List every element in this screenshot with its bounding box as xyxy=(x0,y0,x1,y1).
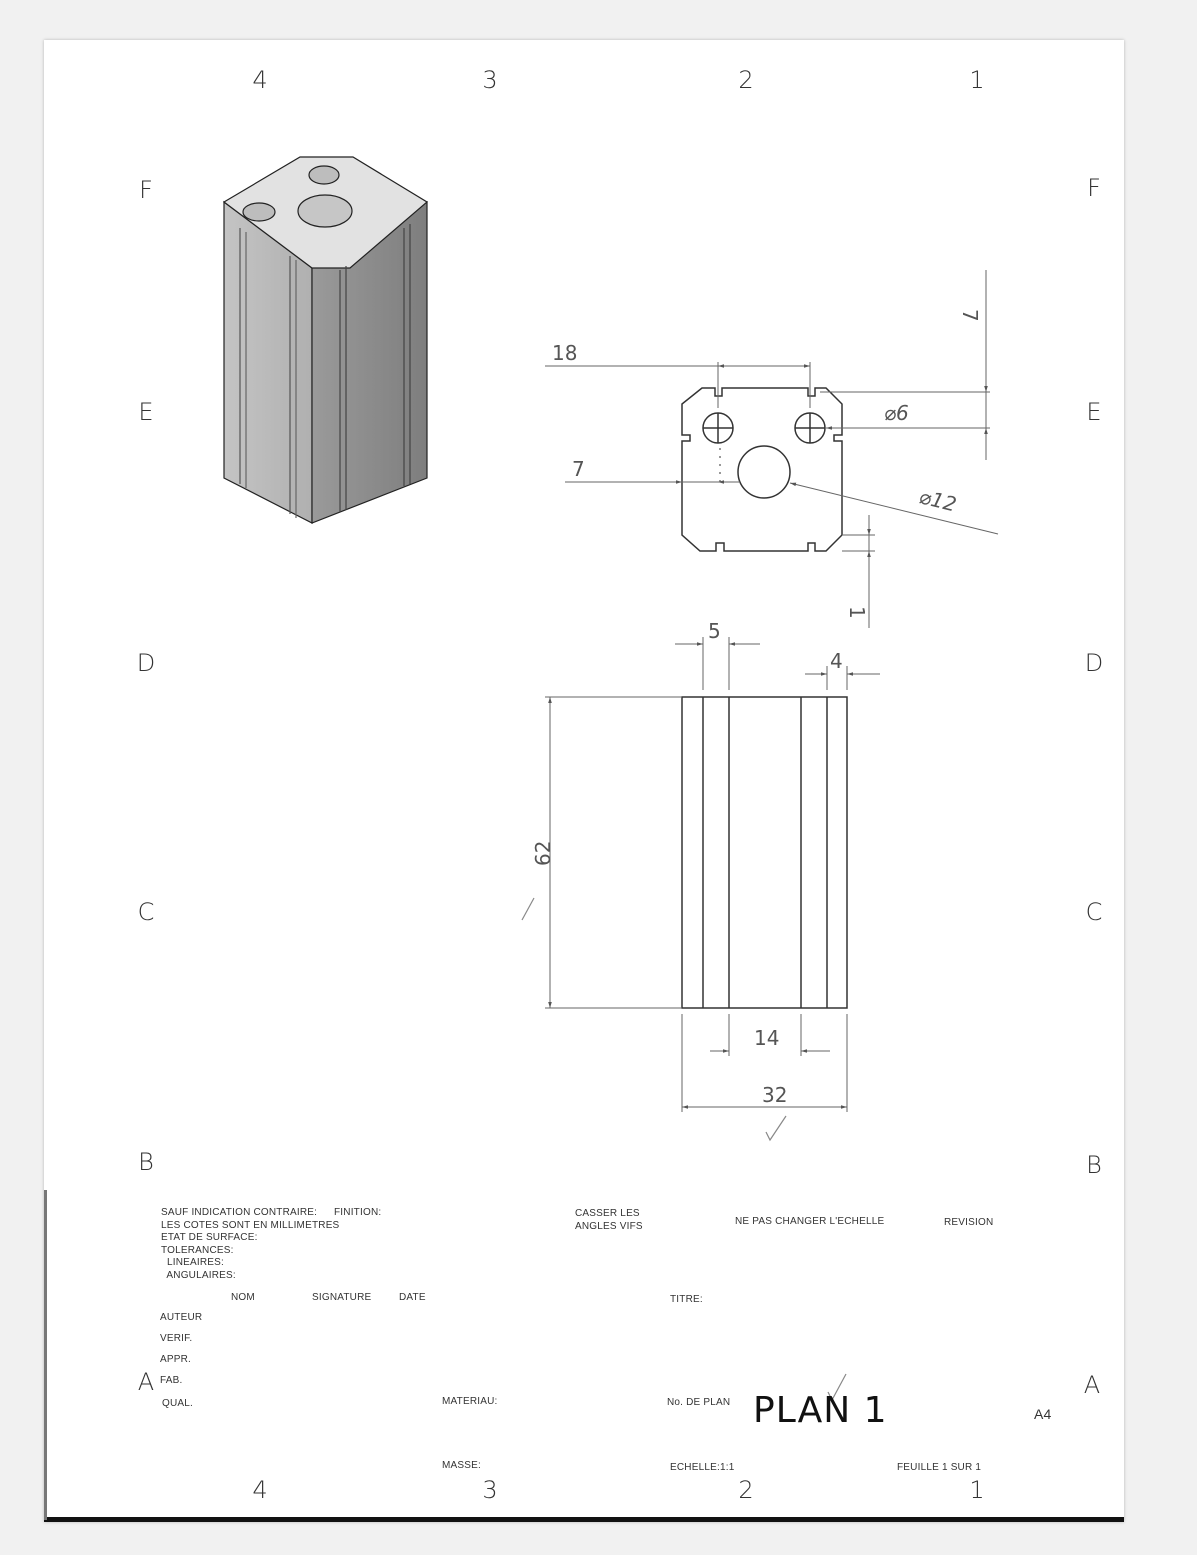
iso-hole-left xyxy=(243,203,275,221)
paper-size: A4 xyxy=(1034,1406,1052,1422)
sheet-number-label: FEUILLE 1 SUR 1 xyxy=(897,1462,982,1473)
general-notes: SAUF INDICATION CONTRAIRE: LES COTES SONT EN MILLIMETRES ETAT DE SURFACE: TOLERANCES: LINEAIRES: ANGULAIRES: xyxy=(161,1207,340,1281)
zone-column-bottom: 3 xyxy=(482,1476,498,1504)
zone-row-left: C xyxy=(137,898,155,926)
zone-column-bottom: 2 xyxy=(738,1476,754,1504)
drawing-title: PLAN 1 xyxy=(753,1390,888,1431)
top-view xyxy=(682,388,842,551)
dim-groove-width: 4 xyxy=(830,649,843,673)
zone-column-top: 1 xyxy=(969,66,985,94)
material-label: MATERIAU: xyxy=(442,1396,498,1407)
top-view-outline xyxy=(682,388,842,551)
dim-hole-offset-x: 7 xyxy=(572,457,585,481)
row-appr: APPR. xyxy=(160,1354,192,1365)
zone-row-left: D xyxy=(136,649,156,677)
iso-hole-big xyxy=(298,195,352,227)
dim-big-hole-diameter: ⌀12 xyxy=(916,484,959,517)
zone-row-left: E xyxy=(138,398,154,426)
no-scale-note: NE PAS CHANGER L'ECHELLE xyxy=(735,1216,885,1227)
break-edges-note: CASSER LES ANGLES VIFS xyxy=(575,1208,643,1232)
check-marks xyxy=(522,898,846,1400)
zone-row-right: E xyxy=(1086,398,1102,426)
row-fab: FAB. xyxy=(160,1375,183,1386)
dim-notch-depth: 1 xyxy=(845,606,869,619)
dim-groove-offset: 5 xyxy=(708,619,721,643)
iso-hole-back xyxy=(309,166,339,184)
row-qual: QUAL. xyxy=(162,1398,194,1409)
dimension-lines xyxy=(545,270,998,1112)
row-verif: VERIF. xyxy=(160,1333,193,1344)
zone-row-right: D xyxy=(1084,649,1104,677)
zone-row-left: F xyxy=(139,176,153,204)
finish-label: FINITION: xyxy=(334,1207,382,1218)
top-big-hole xyxy=(738,446,790,498)
scale-label: ECHELLE:1:1 xyxy=(670,1462,735,1473)
mass-label: MASSE: xyxy=(442,1460,481,1471)
dim-top-width: 18 xyxy=(552,341,578,365)
zone-column-bottom: 4 xyxy=(252,1476,268,1504)
zone-row-left: A xyxy=(137,1368,155,1396)
front-view-outline xyxy=(682,697,847,1008)
zone-column-top: 3 xyxy=(482,66,498,94)
isometric-view xyxy=(224,157,427,523)
zone-row-right: F xyxy=(1087,174,1101,202)
dim-overall-width: 32 xyxy=(762,1083,788,1107)
zone-column-top: 4 xyxy=(252,66,268,94)
title-label: TITRE: xyxy=(670,1294,703,1305)
zone-row-right: B xyxy=(1086,1151,1102,1179)
dim-small-hole-diameter: ⌀6 xyxy=(884,401,909,425)
drawing-number-label: No. DE PLAN xyxy=(667,1397,731,1408)
zone-column-bottom: 1 xyxy=(969,1476,985,1504)
zone-column-top: 2 xyxy=(738,66,754,94)
row-author: AUTEUR xyxy=(160,1312,203,1323)
revision-label: REVISION xyxy=(944,1217,994,1228)
zone-row-right: A xyxy=(1083,1371,1101,1399)
col-name-header: NOM xyxy=(231,1292,255,1303)
zone-row-right: C xyxy=(1085,898,1103,926)
zone-row-left: B xyxy=(138,1148,154,1176)
col-date-header: DATE xyxy=(399,1292,426,1303)
col-signature-header: SIGNATURE xyxy=(312,1292,372,1303)
dim-hole-offset-y: 7 xyxy=(958,309,982,322)
front-view xyxy=(682,697,847,1008)
dim-height: 62 xyxy=(531,840,555,866)
dim-inner-width: 14 xyxy=(754,1026,780,1050)
